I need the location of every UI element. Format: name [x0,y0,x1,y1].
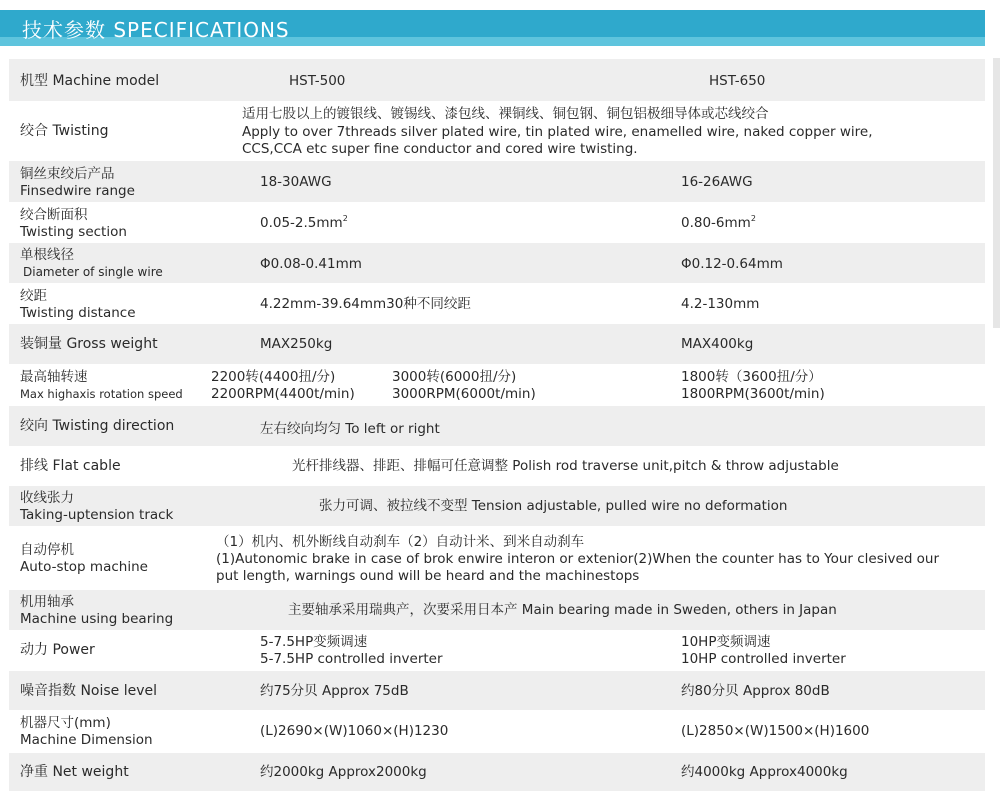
row-label-cn: 铜丝束绞后产品 [20,166,115,182]
edge-bar [993,58,1000,328]
value-hst500: Φ0.08-0.41mm [260,256,362,272]
row-label-en: Twisting distance [20,305,136,321]
page-title: 技术参数 SPECIFICATIONS [22,18,290,42]
auto-stop-cn: （1）机内、机外断线自动刹车（2）自动计米、到米自动刹车 [216,534,585,550]
row-label: 净重 Net weight [20,764,129,780]
row-bearing [9,590,985,630]
value-hst650: 16-26AWG [681,174,753,190]
row-finished-range [9,161,985,202]
power-hst500-cn: 5-7.5HP变频调速 [260,634,368,650]
value-hst650: HST-650 [709,73,766,89]
row-label-en: Machine Dimension [20,732,153,748]
value-hst500: HST-500 [289,73,346,89]
value-hst650: Φ0.12-0.64mm [681,256,783,272]
row-single-wire [9,243,985,283]
flat-cable-value: 光杆排线器、排距、排幅可任意调整 Polish rod traverse unit,pitch & throw adjustable [292,458,839,474]
row-label-en: Diameter of single wire [23,265,163,279]
row-label: 绞向 Twisting direction [20,418,175,434]
value-hst650: MAX400kg [681,336,754,352]
auto-stop-en-1: (1)Autonomic brake in case of brok enwire interon or extenior(2)When the counter has to Your clesived our [216,551,940,567]
value-hst500: $0.05-2.5mm^2$ [260,214,348,231]
row-label: 噪音指数 Noise level [20,683,158,699]
value-hst650: $0.80-6mm^2$ [681,214,756,231]
value-hst500: 约2000kg Approx2000kg [260,764,427,780]
value-hst500: MAX250kg [260,336,333,352]
row-label-en: Finsedwire range [20,183,135,199]
row-dimension [9,710,985,753]
row-rotation-speed [9,364,985,406]
direction-value: 左右绞向均匀 To left or right [260,421,440,437]
row-power [9,630,985,671]
row-label-cn: 最高轴转速 [20,369,88,385]
speed-1800-cn: 1800转（3600扭/分） [681,369,822,385]
row-noise [9,671,985,710]
auto-stop-en-2: put length, warnings ound will be heard and the machinestops [216,568,640,584]
speed-2200-en: 2200RPM(4400t/min) [211,386,355,402]
power-hst500-en: 5-7.5HP controlled inverter [260,651,443,667]
row-label-en: Max highaxis rotation speed [20,387,183,401]
twisting-desc-cn: 适用七股以上的镀银线、镀锡线、漆包线、裸铜线、铜包钢、铜包铝极细导体或芯线绞合 [242,106,769,122]
bearing-value: 主要轴承采用瑞典产，次要采用日本产 Main bearing made in Sweden, others in Japan [288,602,837,618]
row-label-en: Twisting section [20,224,127,240]
row-label: 装铜量 Gross weight [20,336,158,352]
value-hst500: 18-30AWG [260,174,332,190]
row-net-weight [9,753,985,791]
value-hst650: 约4000kg Approx4000kg [681,764,848,780]
speed-1800-en: 1800RPM(3600t/min) [681,386,825,402]
row-auto-stop [9,526,985,590]
row-label: 动力 Power [20,642,95,658]
twisting-desc-en-1: Apply to over 7threads silver plated wire, tin plated wire, enamelled wire, naked copper wire, [242,124,873,140]
value-hst650: 4.2-130mm [681,296,760,312]
row-label: 绞合 Twisting [20,123,109,139]
power-hst650-en: 10HP controlled inverter [681,651,846,667]
tension-value: 张力可调、被拉线不变型 Tension adjustable, pulled wire no deformation [319,498,788,514]
row-label: 机型 Machine model [20,73,160,89]
speed-2200-cn: 2200转(4400扭/分) [211,369,336,385]
row-label-cn: 收线张力 [20,490,74,506]
row-label-en: Machine using bearing [20,611,174,627]
row-label-cn: 绞距 [20,288,47,304]
value-hst650: (L)2850×(W)1500×(H)1600 [681,723,870,739]
speed-3000-cn: 3000转(6000扭/分) [392,369,517,385]
row-twisting-section [9,202,985,243]
twisting-desc-en-2: CCS,CCA etc super fine conductor and cored wire twisting. [242,141,638,157]
row-twisting [9,101,985,161]
speed-3000-en: 3000RPM(6000t/min) [392,386,536,402]
row-flat-cable [9,446,985,486]
row-twisting-direction [9,406,985,446]
row-machine-model [9,59,985,101]
row-twisting-distance [9,283,985,324]
row-label: 排线 Flat cable [20,458,121,474]
row-label-cn: 机用轴承 [20,594,74,610]
value-hst500: 约75分贝 Approx 75dB [260,683,409,699]
row-label-cn: 机器尺寸(mm) [20,715,111,731]
section-header [0,10,985,46]
value-hst650: 约80分贝 Approx 80dB [681,683,830,699]
row-label-cn: 绞合断面积 [20,207,88,223]
row-gross-weight [9,324,985,364]
row-label-cn: 自动停机 [20,542,74,558]
row-label-en: Auto-stop machine [20,559,148,575]
power-hst650-cn: 10HP变频调速 [681,634,771,650]
row-label-en: Taking-uptension track [20,507,174,523]
row-tension [9,486,985,526]
value-hst500: (L)2690×(W)1060×(H)1230 [260,723,449,739]
row-label-cn: 单根线径 [20,247,74,263]
spec-table [9,59,985,791]
value-hst500: 4.22mm-39.64mm30种不同绞距 [260,296,471,312]
